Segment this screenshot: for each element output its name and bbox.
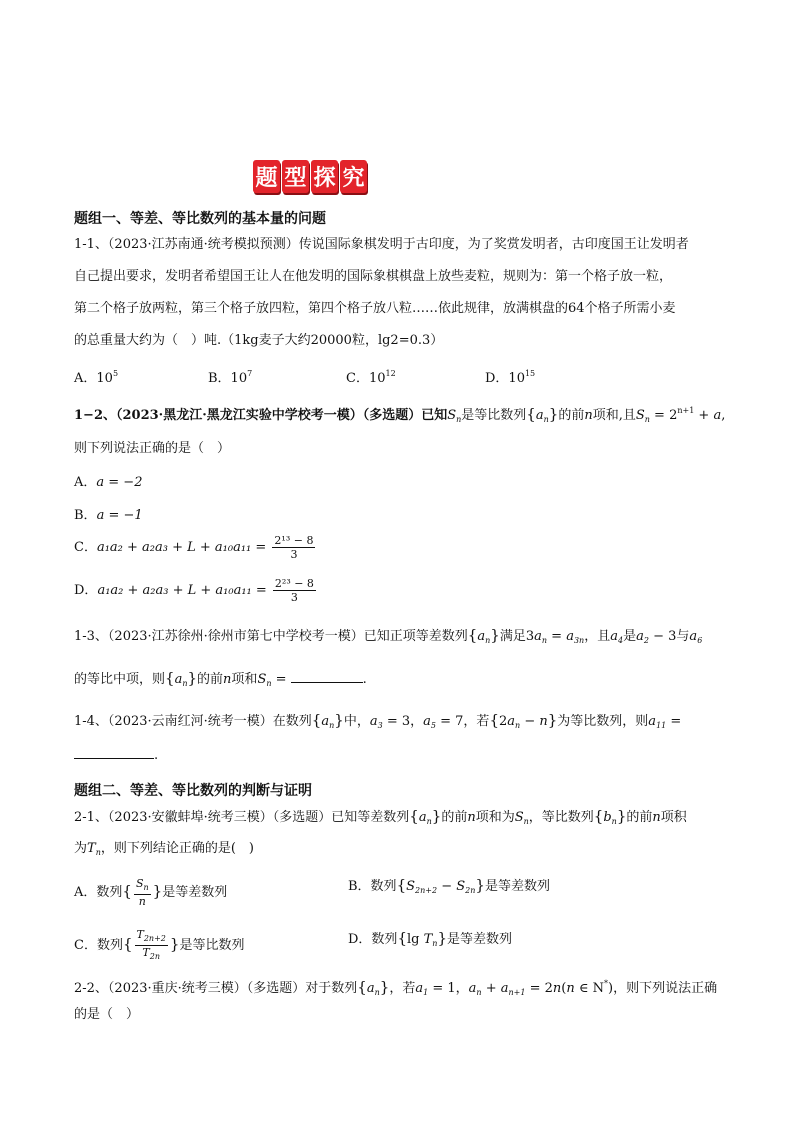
q2-2-line1: 2-2、（2023·重庆·统考三模）（多选题）对于数列$\{a_n\}$，若$a_1 = 1$，$a_n + a_{n+1} = 2n(n$ ∈ N*)，则下列说法正确 [74,978,718,997]
fraction: $\frac{\text{2¹³ − 8}}{3}$ [274,534,314,561]
q2-1-option-c[interactable]: C．数列{ $\frac{T_{2n+2}}{T_{2n}}$ }是等比数列 [74,928,245,961]
q1-2-line2: 则下列说法正确的是（ ） [74,441,231,456]
q2-1-option-a[interactable]: A．数列{ $\frac{S_n}{n}$ }是等差数列 [74,877,228,908]
q1-4-line1: 1-4、（2023·云南红河·统考一模）在数列$\{a_n\}$中，$a_3 = 3$，$a_5 = 7$，若$\{2a_n - n\}$为等比数列，则$a_{11}$ = [74,711,682,730]
q1-4-line2: . [74,746,158,764]
banner-tile: 探 [311,160,338,193]
q2-2-line2: 的是（ ） [74,1007,140,1022]
answer-blank[interactable] [291,670,363,683]
q1-1-line4: 的总重量大约为（ ）吨.（1kg麦子大约20000粒，lg2=0.3） [74,333,444,348]
q2-1-line1: 2-1、（2023·安徽蚌埠·统考三模）（多选题）已知等差数列$\{a_n\}$的前n项和为$S_n$，等比数列$\{b_n\}$的前n项积 [74,807,687,826]
q1-1-line3: 第二个格子放两粒，第三个格子放四粒，第四个格子放八粒……依此规律，放满棋盘的64个格子所需小麦 [74,301,676,316]
section-banner [253,160,367,193]
q1-1-line2: 自己提出要求，发明者希望国王让人在他发明的国际象棋棋盘上放些麦粒，规则为：第一个格子放一粒， [74,269,673,284]
q1-1-option-d[interactable]: D．$10^{15}$ [485,369,536,386]
q2-1-option-d[interactable]: D．数列{lg $T_n$}是等差数列 [348,929,512,948]
q1-2-option-a[interactable]: A．a = −2 [74,475,143,490]
banner-tile: 题 [253,160,280,193]
fraction: $\frac{T_{2n+2}}{T_{2n}}$ [136,928,166,961]
q1-1-line1: 1-1、（2023·江苏南通·统考模拟预测）传说国际象棋发明于古印度，为了奖赏发明者，古印度国王让发明者 [74,237,689,252]
fraction: $\frac{S_n}{n}$ [135,877,149,908]
group2-heading: 题组二、等差、等比数列的判断与证明 [74,783,312,799]
q2-1-line2: 为$T_n$，则下列结论正确的是( ) [74,841,254,857]
q1-2-option-b[interactable]: B．a = −1 [74,508,143,523]
q1-2-option-c[interactable]: C．a₁a₂ + a₂a₃ + L + a₁₀a₁₁ = $\frac{\text{2¹³ − 8}}{3}$ [74,534,314,561]
q1-3-line2: 的等比中项，则$\{a_n\}$的前n项和$S_n$ = . [74,669,367,688]
q1-1-option-a[interactable]: A．$10^5$ [74,369,119,386]
banner-tile: 型 [282,160,309,193]
q1-1-option-c[interactable]: C．$10^{12}$ [346,369,396,386]
q1-1-option-b[interactable]: B．$10^7$ [208,369,253,386]
q2-1-option-b[interactable]: B．数列$\{S_{2n+2} - S_{2n}\}$是等差数列 [348,876,550,895]
q1-2-line1: 1−2、（2023·黑龙江·黑龙江实验中学校考一模）（多选题）已知$S_n$是等比数列$\{a_n\}$的前n项和,且$S_n = 2^{n+1} + a$, [74,405,726,424]
answer-blank[interactable] [74,746,154,759]
banner-tile: 究 [340,160,367,193]
fraction: $\frac{\text{2²³ − 8}}{3}$ [274,577,314,604]
q1-2-option-d[interactable]: D．a₁a₂ + a₂a₃ + L + a₁₀a₁₁ = $\frac{\text{2²³ − 8}}{3}$ [74,577,314,604]
group1-heading: 题组一、等差、等比数列的基本量的问题 [74,211,326,227]
q1-3-line1: 1-3、（2023·江苏徐州·徐州市第七中学校考一模）已知正项等差数列$\{a_n\}$满足$3a_n = a_{3n}$，且$a_4$是$a_2 - 3$与$a_6$ [74,626,703,645]
